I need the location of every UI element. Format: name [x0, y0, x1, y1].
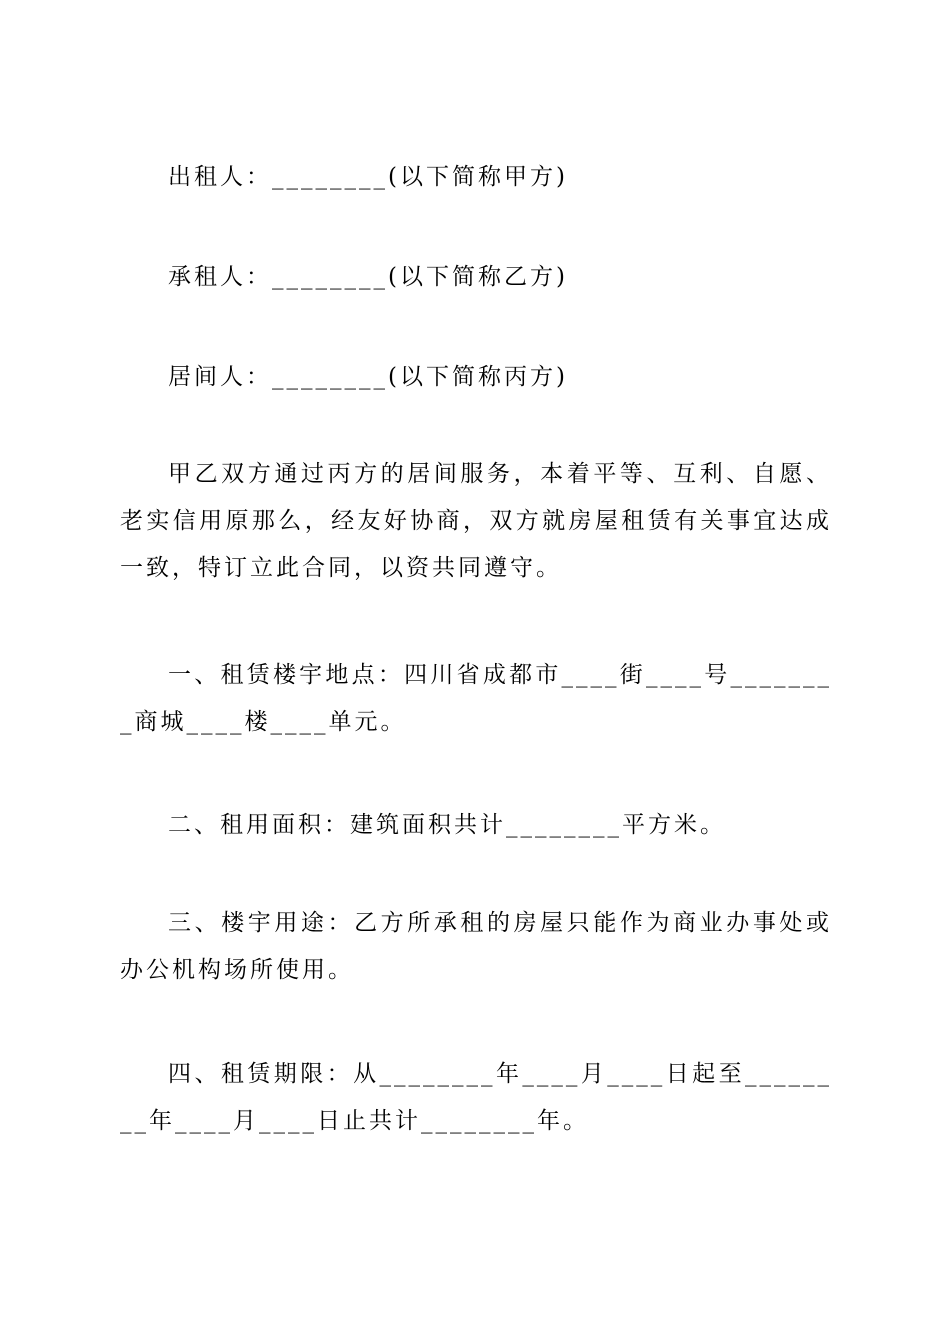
clause-4-term: 四、租赁期限：从________年____月____日起至________年____月____日止共计________年。	[120, 1061, 832, 1134]
clause-1-location: 一、租赁楼宇地点：四川省成都市____街____号________商城____楼____单元。	[120, 662, 832, 735]
lessor-line: 出租人：________(以下简称甲方)	[168, 164, 568, 190]
preamble-paragraph: 甲乙双方通过丙方的居间服务，本着平等、互利、自愿、老实信用原那么，经友好协商，双方就房屋租赁有关事宜达成一致，特订立此合同，以资共同遵守。	[120, 461, 832, 581]
lessee-line: 承租人：________(以下简称乙方)	[168, 264, 568, 290]
clause-2-area: 二、租用面积：建筑面积共计________平方米。	[168, 812, 726, 838]
clause-3-usage: 三、楼宇用途：乙方所承租的房屋只能作为商业办事处或办公机构场所使用。	[120, 910, 832, 983]
intermediary-line: 居间人：________(以下简称丙方)	[168, 364, 568, 390]
